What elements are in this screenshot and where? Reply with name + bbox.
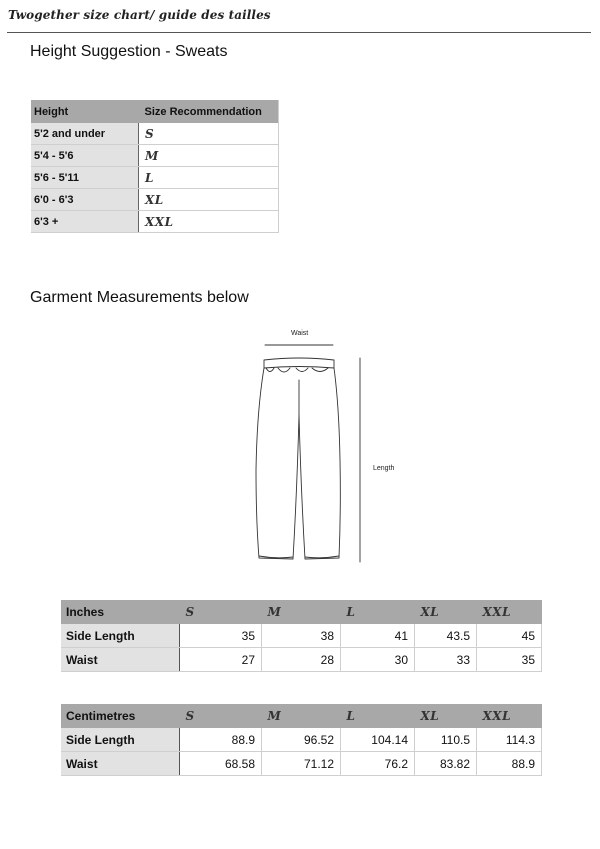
- waistband: [264, 358, 334, 368]
- value-cell: 76.2: [341, 752, 415, 776]
- value-cell: 33: [415, 648, 477, 672]
- size-header-xxl: XXL: [482, 709, 512, 723]
- size-header-xxl: XXL: [482, 605, 512, 619]
- size-header-s: S: [185, 709, 195, 723]
- height-cell: 6'0 - 6'3: [31, 189, 139, 211]
- table-row: [61, 624, 542, 648]
- table-row: [31, 123, 279, 145]
- size-header-xl: XL: [420, 709, 440, 723]
- brand-title: Twogether size chart/ guide des tailles: [8, 8, 271, 22]
- size-cell: XL: [145, 192, 164, 207]
- table-row: [31, 211, 279, 233]
- height-cell: 5'4 - 5'6: [31, 145, 139, 167]
- height-cell: 6'3 +: [31, 211, 139, 233]
- unit-header: Centimetres: [61, 704, 180, 728]
- unit-header: Inches: [61, 600, 180, 624]
- value-cell: 114.3: [477, 728, 542, 752]
- table-row: [61, 728, 542, 752]
- value-cell: 88.9: [180, 728, 262, 752]
- value-cell: 110.5: [415, 728, 477, 752]
- size-header-xl: XL: [420, 605, 440, 619]
- value-cell: 45: [477, 624, 542, 648]
- column-header-height: Height: [31, 100, 139, 123]
- size-cell: S: [145, 126, 155, 141]
- table-row: [61, 752, 542, 776]
- inches-table: [61, 600, 542, 672]
- table-row: [31, 189, 279, 211]
- centimetres-table: [61, 704, 542, 776]
- height-cell: 5'2 and under: [31, 123, 139, 145]
- value-cell: 43.5: [415, 624, 477, 648]
- value-cell: 35: [477, 648, 542, 672]
- value-cell: 68.58: [180, 752, 262, 776]
- pants-outline: [256, 368, 340, 559]
- size-header-m: M: [267, 709, 282, 723]
- table-header-row: [31, 100, 279, 123]
- garment-section-title: Garment Measurements below: [30, 289, 249, 306]
- pants-diagram: [250, 340, 370, 570]
- table-header-row: [61, 704, 542, 728]
- size-header-l: L: [346, 605, 356, 619]
- table-row: [31, 167, 279, 189]
- size-header-m: M: [267, 605, 282, 619]
- height-suggestion-table: [31, 100, 279, 233]
- value-cell: 104.14: [341, 728, 415, 752]
- value-cell: 41: [341, 624, 415, 648]
- value-cell: 38: [262, 624, 341, 648]
- size-cell: M: [145, 148, 159, 163]
- value-cell: 35: [180, 624, 262, 648]
- value-cell: 27: [180, 648, 262, 672]
- header-divider: [7, 32, 591, 33]
- size-cell: L: [145, 170, 154, 185]
- value-cell: 83.82: [415, 752, 477, 776]
- value-cell: 71.12: [262, 752, 341, 776]
- height-section-title: Height Suggestion - Sweats: [30, 43, 228, 60]
- size-header-s: S: [185, 605, 195, 619]
- value-cell: 88.9: [477, 752, 542, 776]
- row-label: Side Length: [61, 728, 180, 752]
- waist-label: Waist: [291, 330, 309, 337]
- value-cell: 30: [341, 648, 415, 672]
- size-header-l: L: [346, 709, 356, 723]
- value-cell: 96.52: [262, 728, 341, 752]
- row-label: Waist: [61, 648, 180, 672]
- length-label: Length: [373, 465, 395, 472]
- column-header-size: Size Recommendation: [139, 100, 279, 123]
- table-row: [31, 145, 279, 167]
- row-label: Side Length: [61, 624, 180, 648]
- row-label: Waist: [61, 752, 180, 776]
- table-header-row: [61, 600, 542, 624]
- size-cell: XXL: [145, 214, 174, 229]
- value-cell: 28: [262, 648, 341, 672]
- height-cell: 5'6 - 5'11: [31, 167, 139, 189]
- table-row: [61, 648, 542, 672]
